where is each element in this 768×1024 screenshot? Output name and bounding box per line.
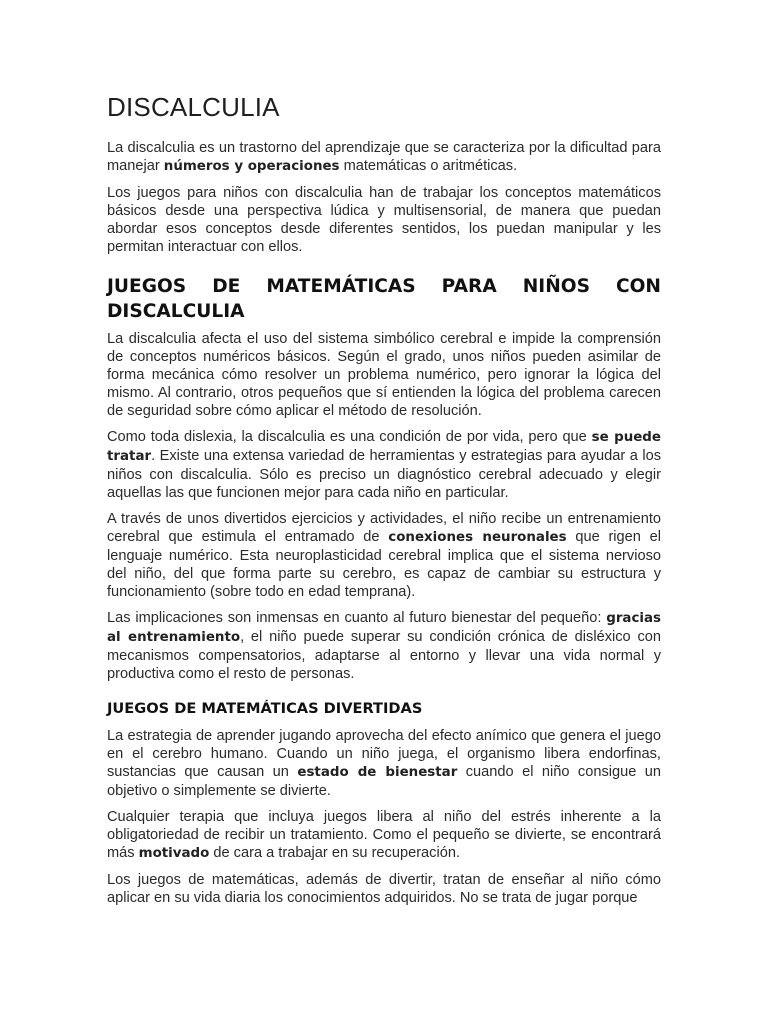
text-run: que rigen el lenguaje numérico. Esta neuroplasticidad cerebral implica que el sistema nervioso del niño, del que forma parte su cerebro, es capaz de cambiar su estructura y funcionamiento (sobre todo en edad temprana).: [107, 529, 662, 600]
text-run: Como toda dislexia, la discalculia es una condición de por vida, pero que: [107, 429, 592, 445]
text-run: La discalculia es un trastorno del aprendizaje que se caracteriza por la dificultad para manejar: [107, 140, 661, 174]
section-discalculia-games: [107, 274, 661, 683]
bold-text: se puede tratar: [107, 430, 661, 464]
document-page: [107, 92, 661, 915]
paragraph: [107, 428, 661, 502]
bold-text: números y operaciones: [163, 159, 340, 174]
subsection-heading: JUEGOS DE MATEMÁTICAS DIVERTIDAS: [107, 700, 423, 717]
text-run: cuando el niño consigue un objetivo o simplemente se divierte.: [107, 764, 662, 799]
text-run: A través de unos divertidos ejercicios y actividades, el niño recibe un entrenamiento cerebral que estimula el entramado de: [107, 511, 661, 545]
text-run: matemáticas o aritméticas.: [339, 158, 518, 174]
bold-text: conexiones neuronales: [388, 530, 567, 545]
paragraph: [107, 510, 661, 601]
document-title: DISCALCULIA: [107, 92, 280, 122]
text-run: La estrategia de aprender jugando aprovecha del efecto anímico que genera el juego en el cerebro humano. Cuando un niño juega, el organismo libera endorfinas, sustancias que causan un: [107, 728, 661, 780]
bold-text: gracias al entrenamiento: [107, 611, 661, 645]
paragraph: [107, 330, 661, 420]
section-fun-math-games: [107, 699, 661, 907]
text-run: Las implicaciones son inmensas en cuanto al futuro bienestar del pequeño:: [107, 610, 607, 626]
text-run: , el niño puede superar su condición crónica de disléxico con mecanismos compensatorios, adaptarse al entorno y llevar una vida normal y productiva como el resto de personas.: [107, 629, 661, 682]
text-run: . Existe una extensa variedad de herramientas y estrategias para ayudar a los niños con discalculia. Sólo es preciso un diagnóstico cerebral adecuado y elegir aquellas las que funcionen mejor para cada niño en particular.: [107, 448, 661, 501]
paragraph: [107, 609, 661, 683]
paragraph: [107, 871, 661, 907]
text-run: La discalculia afecta el uso del sistema simbólico cerebral e impide la comprensión de conceptos numéricos básicos. Según el grado, unos niños pueden asimilar de forma mecánica cómo resolver un problema numérico, pero ignorar la lógica del mismo. Al contrario, otros pequeños que sí entienden la lógica del problema carecen de seguridad sobre cómo aplicar el método de resolución.: [107, 331, 661, 419]
text-run: Cualquier terapia que incluya juegos libera al niño del estrés inherente a la obligatoriedad de recibir un tratamiento. Como el pequeño se divierte, se encontrará más: [107, 809, 661, 861]
intro-section: [107, 139, 661, 256]
section-heading: JUEGOS DE MATEMÁTICAS PARA NIÑOS CON DISCALCULIA: [107, 276, 661, 322]
text-run: Los juegos para niños con discalculia han de trabajar los conceptos matemáticos básicos desde una perspectiva lúdica y multisensorial, de manera que puedan abordar esos conceptos desde diferentes sentidos, los puedan manipular y les permitan interactuar con ellos.: [107, 185, 661, 255]
text-run: Los juegos de matemáticas, además de divertir, tratan de enseñar al niño cómo aplicar en su vida diaria los conocimientos adquiridos. No se trata de jugar porque: [107, 872, 661, 906]
paragraph: [107, 184, 661, 256]
text-run: de cara a trabajar en su recuperación.: [209, 845, 461, 861]
paragraph: [107, 139, 661, 176]
paragraph: [107, 727, 661, 800]
bold-text: estado de bienestar: [297, 765, 458, 780]
paragraph: [107, 808, 661, 863]
bold-text: motivado: [138, 846, 210, 861]
